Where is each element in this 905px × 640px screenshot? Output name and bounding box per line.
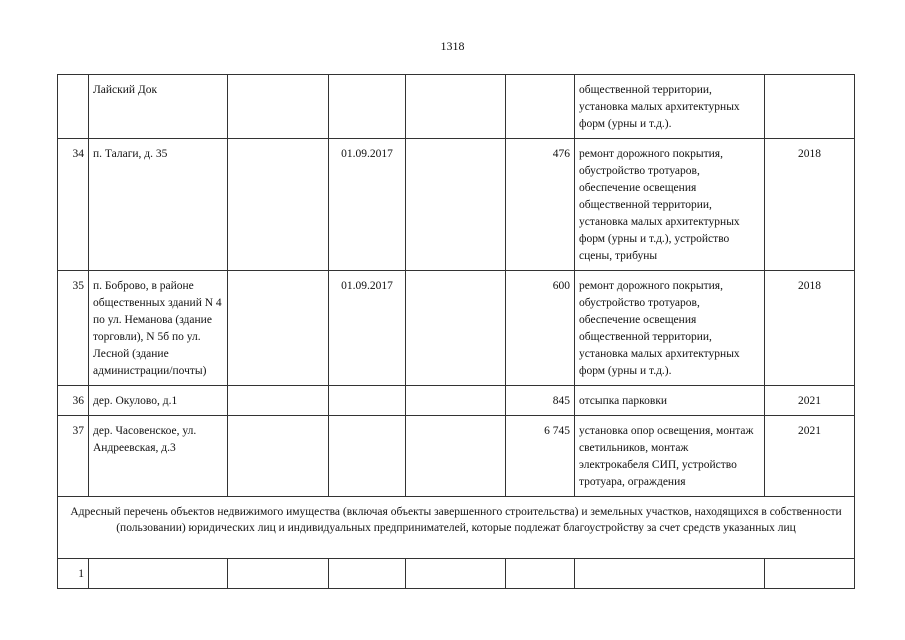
empty-cell bbox=[406, 75, 506, 139]
address-cell bbox=[89, 559, 228, 589]
empty-cell bbox=[228, 416, 329, 497]
empty-cell bbox=[406, 416, 506, 497]
year-cell: 2021 bbox=[765, 416, 855, 497]
date-cell: 01.09.2017 bbox=[329, 139, 406, 271]
row-number-cell bbox=[58, 75, 89, 139]
date-cell bbox=[329, 386, 406, 416]
table-row bbox=[58, 139, 855, 271]
year-cell: 2018 bbox=[765, 271, 855, 386]
works-cell: общественной территории, установка малых архитектурных форм (урны и т.д.). bbox=[575, 75, 765, 139]
page-number: 1318 bbox=[440, 39, 465, 53]
address-cell: дер. Часовенское, ул. Андреевская, д.3 bbox=[89, 416, 228, 497]
table-row bbox=[58, 416, 855, 497]
empty-cell bbox=[406, 139, 506, 271]
year-cell bbox=[765, 75, 855, 139]
area-cell bbox=[506, 75, 575, 139]
registry-table bbox=[57, 74, 855, 589]
works-cell: отсыпка парковки bbox=[575, 386, 765, 416]
address-cell: п. Боброво, в районе общественных зданий N 4 по ул. Неманова (здание торговли), N 5б по ул. Лесной (здание администрации/почты) bbox=[89, 271, 228, 386]
area-cell: 476 bbox=[506, 139, 575, 271]
table-row bbox=[58, 271, 855, 386]
empty-cell bbox=[406, 271, 506, 386]
empty-cell bbox=[228, 271, 329, 386]
empty-cell bbox=[406, 559, 506, 589]
date-cell bbox=[329, 75, 406, 139]
date-cell bbox=[329, 559, 406, 589]
row-number-cell: 34 bbox=[58, 139, 89, 271]
row-number-cell: 36 bbox=[58, 386, 89, 416]
row-number-cell: 1 bbox=[58, 559, 89, 589]
date-cell: 01.09.2017 bbox=[329, 271, 406, 386]
row-number-cell: 35 bbox=[58, 271, 89, 386]
works-cell bbox=[575, 559, 765, 589]
empty-cell bbox=[228, 75, 329, 139]
year-cell: 2021 bbox=[765, 386, 855, 416]
empty-cell bbox=[228, 559, 329, 589]
table-row bbox=[58, 386, 855, 416]
table-row bbox=[58, 75, 855, 139]
area-cell: 6 745 bbox=[506, 416, 575, 497]
works-cell: ремонт дорожного покрытия, обустройство тротуаров, обеспечение освещения общественной территории, установка малых архитектурных форм (урны и т.д.). bbox=[575, 271, 765, 386]
year-cell bbox=[765, 559, 855, 589]
date-cell bbox=[329, 416, 406, 497]
address-cell: п. Талаги, д. 35 bbox=[89, 139, 228, 271]
row-number-cell: 37 bbox=[58, 416, 89, 497]
area-cell: 600 bbox=[506, 271, 575, 386]
address-cell: дер. Окулово, д.1 bbox=[89, 386, 228, 416]
area-cell: 845 bbox=[506, 386, 575, 416]
empty-cell bbox=[228, 139, 329, 271]
empty-cell bbox=[406, 386, 506, 416]
works-cell: установка опор освещения, монтаж светильников, монтаж электрокабеля СИП, устройство тротуара, ограждения bbox=[575, 416, 765, 497]
address-cell: Лайский Док bbox=[89, 75, 228, 139]
section-heading: Адресный перечень объектов недвижимого имущества (включая объекты завершенного строительства) и земельных участков, находящихся в собственности (пользовании) юридических лиц и индивидуальных предпринимателей, которые подлежат благоустройству за счет средств указанных лиц bbox=[58, 497, 855, 559]
section-heading-row bbox=[58, 497, 855, 559]
year-cell: 2018 bbox=[765, 139, 855, 271]
area-cell bbox=[506, 559, 575, 589]
empty-cell bbox=[228, 386, 329, 416]
table-row bbox=[58, 559, 855, 589]
works-cell: ремонт дорожного покрытия, обустройство тротуаров, обеспечение освещения общественной территории, установка малых архитектурных форм (урны и т.д.), устройство сцены, трибуны bbox=[575, 139, 765, 271]
